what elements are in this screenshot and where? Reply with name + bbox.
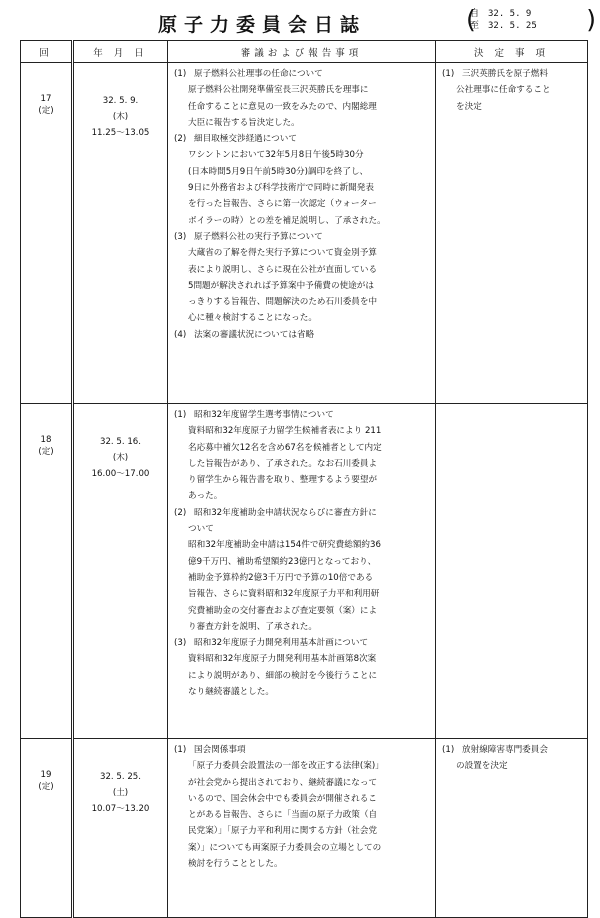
session-type: (定) [38, 106, 54, 116]
decision-line [442, 66, 583, 82]
agenda-item-text: なり継続審議とした。 [188, 687, 274, 698]
session-time: 11.25〜13.05 [91, 128, 150, 138]
agenda-item-number: (4) [174, 329, 187, 340]
decision-cell [436, 63, 588, 404]
deliberation-cell [168, 404, 436, 739]
session-date: 32. 5. 16. [100, 437, 141, 447]
decision-number: (1) [442, 69, 455, 79]
date-cell [73, 404, 168, 739]
agenda-item-text: 案）」についても両案原子力委員会の立場としての [188, 842, 382, 853]
decision-number: (1) [442, 745, 455, 755]
session-weekday: (土) [112, 788, 129, 798]
page-title: 原子力委員会日誌 [158, 14, 367, 36]
period-range [463, 5, 600, 34]
agenda-item-text: 補助金予算枠約2億3千万円で予算の10倍である [188, 572, 374, 583]
session-number: 19 [40, 770, 52, 780]
header-deliberation: 審議および報告事項 [168, 41, 436, 63]
agenda-item-number: (1) [174, 69, 187, 79]
decision-text: 放射線障害専門委員会 [462, 745, 548, 755]
session-cell [21, 739, 73, 918]
agenda-item [174, 505, 431, 521]
table-header-row [21, 41, 588, 63]
session-date: 32. 5. 25. [100, 772, 141, 782]
agenda-item-number: (3) [174, 231, 187, 242]
agenda-item-number: (2) [174, 507, 187, 518]
agenda-item-title: 原子燃料公社理事の任命について [194, 69, 323, 79]
session-date: 32. 5. 9. [102, 96, 139, 106]
agenda-item [174, 635, 431, 651]
agenda-item [174, 229, 431, 245]
agenda-item-number: (1) [174, 745, 187, 755]
period-from: 自 32. 5. 9 [470, 9, 532, 19]
session-type: (定) [38, 782, 54, 792]
agenda-item-title: 国会関係事項 [194, 745, 246, 755]
session-number: 17 [40, 94, 52, 104]
session-type: (定) [38, 447, 54, 457]
date-cell [73, 739, 168, 918]
agenda-item-text: 9日に外務省および科学技術庁で同時に新聞発表 [188, 183, 374, 194]
header-date: 年 月 日 [73, 41, 168, 63]
agenda-item [174, 742, 431, 758]
decision-text: を決定 [456, 101, 482, 112]
agenda-item-text: ワシントンにおいて32年5月8日午後5時30分 [188, 150, 364, 161]
agenda-item-text: 名応募中補欠12名を含め67名を候補者として内定 [188, 442, 382, 453]
agenda-item-text: 「原子力委員会設置法の一部を改正する法律(案)」 [188, 761, 384, 772]
agenda-item-text: ボイラーの時）との差を補足説明し、了承された。 [188, 215, 386, 226]
agenda-item-text: 昭和32年度補助金申請は154件で研究費総額約36 [188, 540, 381, 551]
agenda-item-title: 昭和32年度留学生選考事情について [194, 410, 334, 420]
header-session: 回 [21, 41, 73, 63]
agenda-item-text: を行った旨報告、さらに第一次認定（ウォーター [188, 199, 377, 210]
journal-table [20, 40, 588, 918]
agenda-item-text: 究費補助金の交付審査および査定要領（案）によ [188, 605, 378, 616]
table-row [21, 739, 588, 918]
session-cell [21, 404, 73, 739]
agenda-item-text: り留学生から報告書を取り、整理するよう要望が [188, 475, 378, 486]
agenda-item-text: 大臣に報告する旨決定した。 [188, 117, 300, 128]
agenda-item [174, 327, 431, 343]
agenda-item-text: が社会党から提出されており、継続審議になって [188, 777, 378, 788]
agenda-item-text: 資料昭和32年度原子力開発利用基本計画第8次案 [188, 654, 377, 665]
agenda-item-text: 民党案）」「原子力平和利用に関する方針（社会党 [188, 826, 378, 837]
agenda-item-text: 5問題が解決されれば予算案中予備費の使途がは [188, 280, 374, 291]
agenda-item-text: り審査方針を説明、了承された。 [188, 621, 317, 632]
decision-cell [436, 739, 588, 918]
period-close-bracket: ) [584, 5, 600, 34]
header-decisions: 決 定 事 項 [436, 41, 588, 63]
session-number: 18 [40, 435, 52, 445]
decision-cell [436, 404, 588, 739]
decision-line [442, 758, 583, 774]
agenda-item-title: 法案の審議状況については省略 [194, 329, 315, 340]
session-weekday: (木) [112, 453, 129, 463]
session-time: 10.07〜13.20 [91, 804, 150, 814]
session-time: 16.00〜17.00 [91, 469, 150, 479]
agenda-item [174, 131, 431, 147]
deliberation-cell [168, 63, 436, 404]
session-cell [21, 63, 73, 404]
deliberation-cell [168, 739, 436, 918]
table-row [21, 404, 588, 739]
agenda-item-number: (3) [174, 638, 187, 649]
date-cell [73, 63, 168, 404]
agenda-item-number: (2) [174, 134, 187, 145]
agenda-item-number: (1) [174, 410, 187, 420]
agenda-item-text: 旨報告、さらに資料昭和32年度原子力平和利用研 [188, 589, 380, 600]
decision-text: 三沢英勝氏を原子燃料 [462, 69, 548, 79]
agenda-item-text: とがある旨報告、さらに「当面の原子力政策（自 [188, 810, 378, 821]
decision-text: 公社理事に任命すること [456, 85, 551, 96]
agenda-item [174, 66, 431, 82]
agenda-item-text: ついて [188, 524, 214, 535]
agenda-item-text: 資料昭和32年度原子力留学生候補者表により 211 [188, 426, 382, 437]
agenda-item-title: 細目取極交渉経過について [194, 134, 297, 145]
agenda-item-title: 原子燃料公社の実行予算について [194, 231, 323, 242]
agenda-item-text: 検討を行うこととした。 [188, 859, 283, 870]
agenda-item [174, 407, 431, 423]
agenda-item-title: 昭和32年度原子力開発利用基本計画について [194, 638, 369, 649]
decision-line [442, 742, 583, 758]
agenda-item-text: いるので、国会休会中でも委員会が開催されるこ [188, 793, 377, 804]
agenda-item-text: 大蔵省の了解を得た実行予算について資金別予算 [188, 248, 377, 259]
session-weekday: (木) [112, 112, 129, 122]
agenda-item-text: により説明があり、細部の検討を今後行うことに [188, 670, 378, 681]
decision-text: の設置を決定 [456, 761, 508, 772]
agenda-item-text: 億9千万円、補助希望額約23億円となっており、 [188, 556, 377, 567]
agenda-item-text: 原子燃料公社開発準備室長三沢英勝氏を理事に [188, 85, 369, 96]
agenda-item-text: 心に種々検討することになった。 [188, 313, 317, 324]
agenda-item-text: 表により説明し、さらに現在公社が直面している [188, 264, 378, 275]
agenda-item-text: あった。 [188, 491, 223, 502]
agenda-item-text: (日本時間5月9日午前5時30分)調印を終了し、 [188, 166, 369, 177]
agenda-item-text: っきりする旨報告、問題解決のため石川委員を中 [188, 297, 378, 308]
agenda-item-title: 昭和32年度補助金申請状況ならびに審査方針に [194, 507, 377, 518]
agenda-item-text: した旨報告があり、了承された。なお石川委員よ [188, 458, 378, 469]
agenda-item-text: 任命することに意見の一致をみたので、内閣総理 [188, 101, 377, 112]
table-row [21, 63, 588, 404]
period-open-bracket: ( [463, 5, 479, 34]
period-to: 至 32. 5. 25 [470, 21, 537, 31]
decision-line [442, 82, 583, 98]
decision-line [442, 99, 583, 115]
